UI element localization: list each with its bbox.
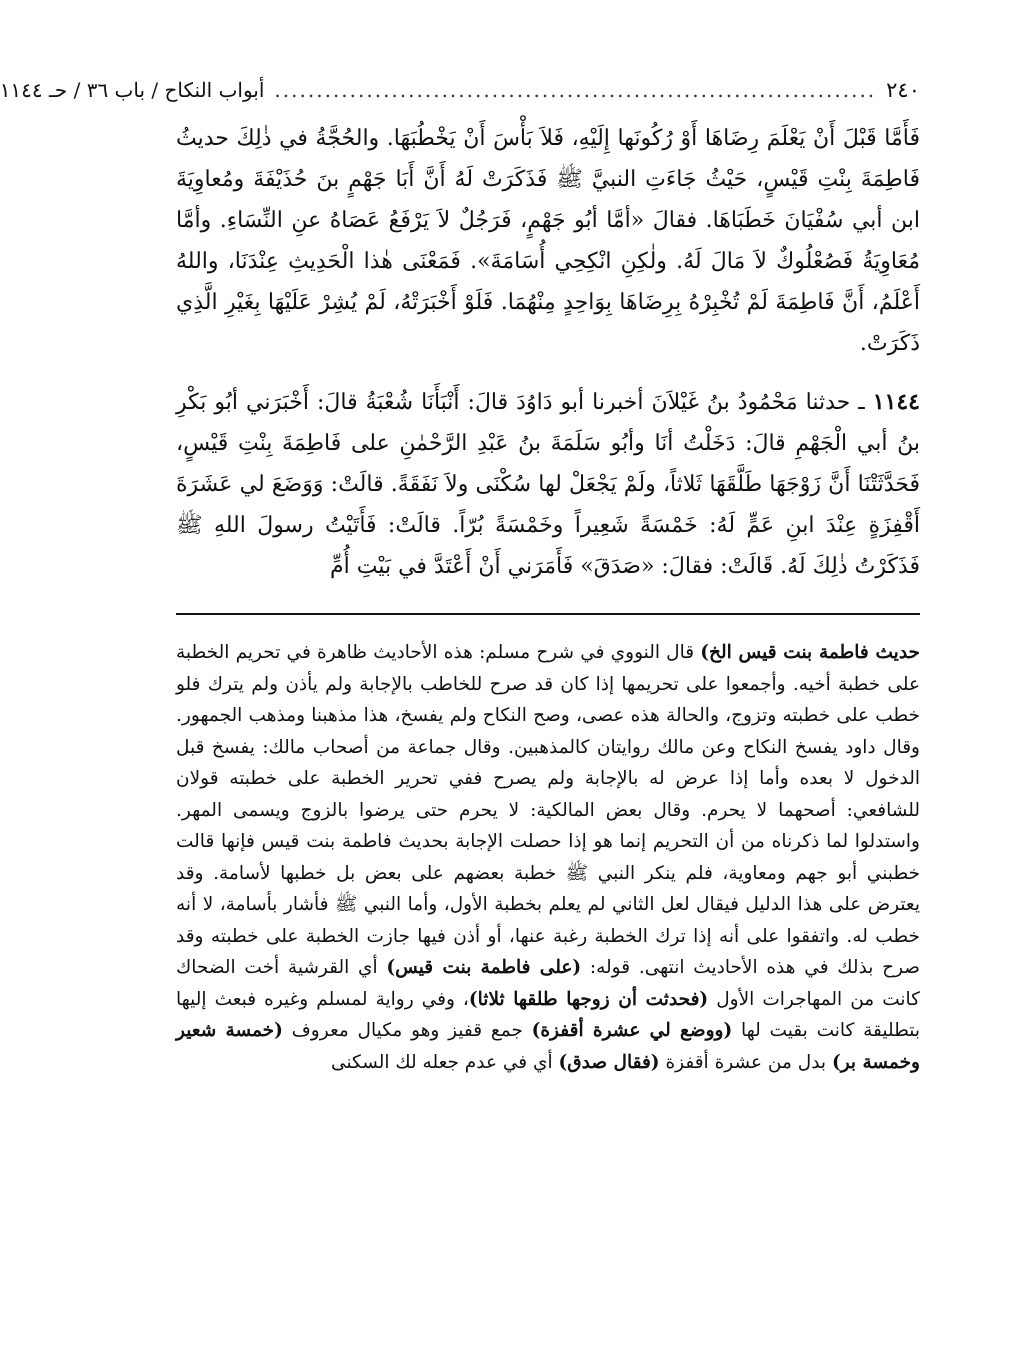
page-number: ٢٤٠	[886, 78, 920, 102]
footnote-text-2: أي القرشية أخت الضحاك كانت من المهاجرات الأول	[176, 957, 920, 1010]
footnote-quote-3: (ووضع لي عشرة أقفزة)	[531, 1020, 733, 1041]
footnote-commentary	[176, 637, 920, 1078]
main-text	[176, 118, 920, 587]
main-paragraph-1: فَأَمَّا قَبْلَ أَنْ يَعْلَمَ رِضَاهَا أَوْ رُكُونَها إِلَيْهِ، فَلاَ بَأْسَ أَنْ يَخْطُبَهَا. والحُجَّةُ في ذٰلِكَ حديثُ فَاطِمَةَ بِنْتِ قَيْسٍ، حَيْثُ جَاءَتِ النبيَّ ﷺ فَذَكَرَتْ لَهُ أَنَّ أَبَا جَهْمٍ بنَ حُذَيْفَةَ ومُعاوِيَةَ ابن أبي سُفْيَانَ خَطَبَاهَا. فقالَ «أمَّا أبُو جَهْمٍ، فَرَجُلٌ لاَ يَرْفَعُ عَصَاهُ عنِ النِّسَاءِ. وأمَّا مُعَاوِيَةُ فَصُعْلُوكٌ لاَ مَالَ لَهُ. ولٰكِنِ انْكِحِي أُسَامَةَ». فَمَعْنَى هٰذا الْحَدِيثِ عِنْدَنَا، واللهُ أَعْلَمُ، أَنَّ فَاطِمَةَ لَمْ تُخْبِرْهُ بِرِضَاهَا بِوَاحِدٍ مِنْهُمَا. فَلَوْ أَخْبَرَتْهُ، لَمْ يُشِرْ عَلَيْهَا بِغَيْرِ الَّذِي ذَكَرَتْ.	[176, 126, 920, 356]
footnote-text-5: بدل من عشرة أقفزة	[659, 1051, 832, 1073]
footnote-quote-1: (على فاطمة بنت قيس)	[386, 957, 582, 978]
footnote-paragraph	[176, 637, 920, 1078]
book-page	[0, 70, 920, 1320]
chapter-title: أبواب النكاح / باب ٣٦ / حـ ١١٤٤	[0, 78, 265, 102]
hadith-number: ١١٤٤	[872, 389, 920, 415]
footnote-text-3: ، وفي رواية لمسلم وغيره فبعث إليها بتطليقة كانت بقيت لها	[176, 988, 920, 1041]
footnote-text-6: أي في عدم جعله لك السكنى	[331, 1051, 559, 1073]
footnote-quote-4: (خمسة شعير وخمسة بر)	[176, 1020, 920, 1073]
main-paragraph-2	[176, 382, 920, 587]
hadith-text: ـ حدثنا مَحْمُودُ بنُ غَيْلاَنَ أخبرنا أبو دَاوُدَ قالَ: أَنْبَأَنَا شُعْبَةُ قالَ: أَخْبَرَني أبُو بَكْرِ بنُ أبي الْجَهْمِ قالَ: دَخَلْتُ أنَا وأبُو سَلَمَةَ بنُ عَبْدِ الرَّحْمٰنِ على فَاطِمَةَ بِنْتِ قَيْسٍ، فَحَدَّثَتْنَا أَنَّ زَوْجَهَا طَلَّقَهَا ثَلاثاً، ولَمْ يَجْعَلْ لها سُكْنَى ولاَ نَفَقَةً. قالَتْ: وَوَضَعَ لي عَشَرَةَ أَقْفِزَةٍ عِنْدَ ابنِ عَمٍّ لَهُ: خَمْسَةً شَعِيراً وخَمْسَةً بُرّاً. قالَتْ: فَأَتَيْتُ رسولَ اللهِ ﷺ فَذَكَرْتُ ذٰلِكَ لَهُ. قَالَتْ: فقالَ: «صَدَقَ» فَأَمَرَني أَنْ أَعْتَدَّ في بَيْتِ أُمِّ	[176, 390, 920, 579]
footnote-quote-5: (فقال صدق)	[558, 1051, 660, 1073]
running-header	[0, 70, 920, 110]
footnote-text-4: جمع قفيز وهو مكيال معروف	[282, 1020, 532, 1041]
footnote-divider	[176, 613, 920, 615]
footnote-lead-heading: حديث فاطمة بنت قيس الخ)	[700, 642, 920, 663]
footnote-text-1: قال النووي في شرح مسلم: هذه الأحاديث ظاهرة في تحريم الخطبة على خطبة أخيه. وأجمعوا على تحريمها إذا كان قد صرح للخاطب بالإجابة ولم يأذن ولم يترك فلو خطب على خطبته وتزوج، والحالة هذه عصى، وصح النكاح ولم يفسخ، هذا مذهبنا ومذهب الجمهور. وقال داود يفسخ النكاح وعن مالك روايتان كالمذهبين. وقال جماعة من أصحاب مالك: يفسخ قبل الدخول لا بعده وأما إذا عرض له بالإجابة ولم يصرح ففي تحرير الخطبة على خطبته قولان للشافعي: أصحهما لا يحرم. وقال بعض المالكية: لا يحرم حتى يرضوا بالزوج ويسمى المهر. واستدلوا لما ذكرناه من أن التحريم إنما هو إذا حصلت الإجابة بحديث فاطمة بنت قيس فإنها قالت خطبني أبو جهم ومعاوية، فلم ينكر النبي ﷺ خطبة بعضهم على بعض بل خطبها لأسامة. وقد يعترض على هذا الدليل فيقال لعل الثاني لم يعلم بخطبة الأول، وأما النبي ﷺ فأشار بأسامة، لا أنه خطب له. واتفقوا على أنه إذا ترك الخطبة رغبة عنها، أو أذن فيها جازت الخطبة على خطبته وقد صرح بذلك في هذه الأحاديث انتهى. قوله:	[176, 642, 920, 978]
footnote-quote-2: (فحدثت أن زوجها طلقها ثلاثا)	[468, 988, 709, 1010]
header-leader-dots: ........................................................................	[274, 78, 877, 102]
